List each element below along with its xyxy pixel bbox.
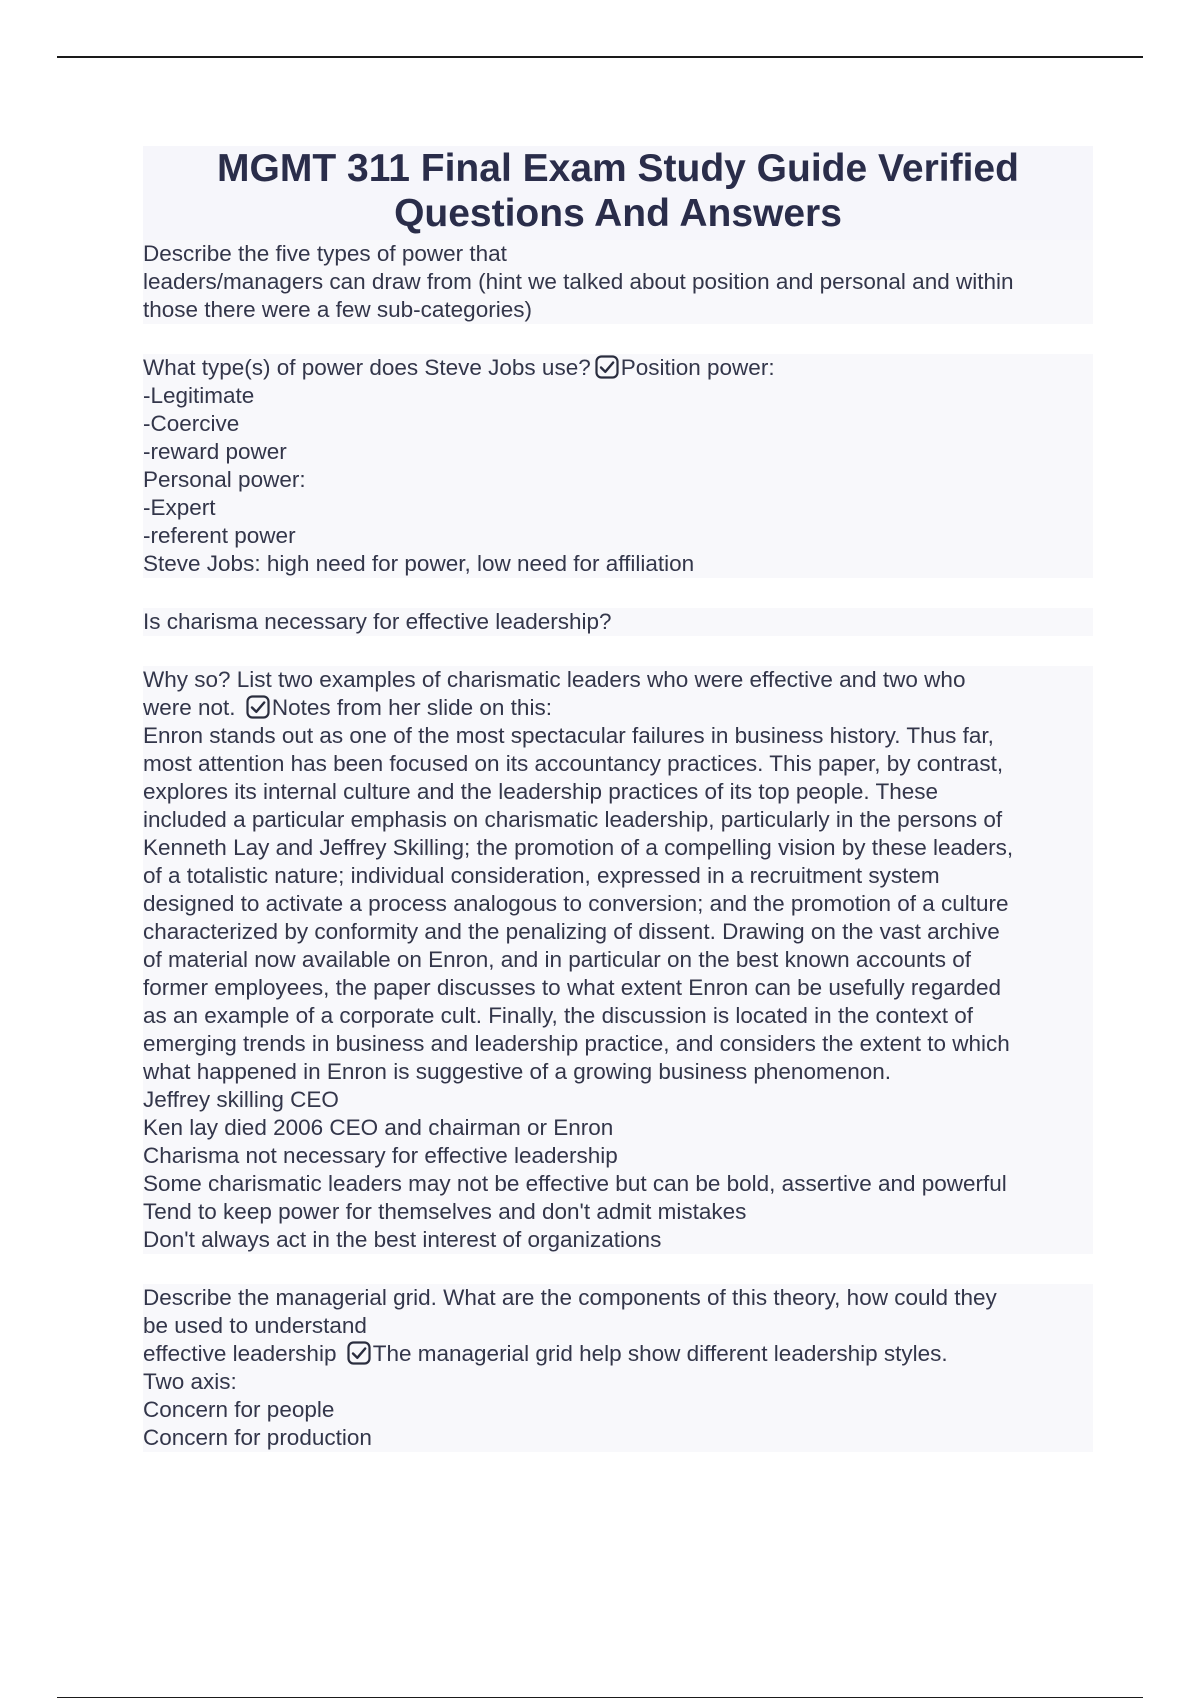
document-page	[143, 146, 1093, 1452]
question-text: were not.	[143, 695, 236, 720]
answer-line: Personal power:	[143, 466, 1093, 494]
answer-line: Ken lay died 2006 CEO and chairman or Enron	[143, 1114, 1093, 1142]
question-text: What type(s) of power does Steve Jobs use?	[143, 355, 591, 380]
question-line: Is charisma necessary for effective leadership?	[143, 608, 1093, 636]
answer-line: designed to activate a process analogous to conversion; and the promotion of a culture	[143, 890, 1093, 918]
answer-line: as an example of a corporate cult. Finally, the discussion is located in the context of	[143, 1002, 1093, 1030]
answer-line: explores its internal culture and the leadership practices of its top people. These	[143, 778, 1093, 806]
question-line: those there were a few sub-categories)	[143, 296, 1093, 324]
answer-text: Position power:	[620, 355, 775, 380]
title-line-2: Questions And Answers	[394, 192, 842, 235]
answer-line: Some charismatic leaders may not be effective but can be bold, assertive and powerful	[143, 1170, 1093, 1198]
answer-line: Steve Jobs: high need for power, low need for affiliation	[143, 550, 1093, 578]
answer-line: of material now available on Enron, and in particular on the best known accounts of	[143, 946, 1093, 974]
page-title	[143, 146, 1093, 236]
question-answer-line	[143, 694, 1093, 722]
answer-line: of a totalistic nature; individual consideration, expressed in a recruitment system	[143, 862, 1093, 890]
answer-line: -reward power	[143, 438, 1093, 466]
answer-line: Concern for people	[143, 1396, 1093, 1424]
answer-line: Concern for production	[143, 1424, 1093, 1452]
answer-line: emerging trends in business and leadership practice, and considers the extent to which	[143, 1030, 1093, 1058]
checkbox-checked-icon	[246, 695, 270, 719]
qa-content	[143, 240, 1093, 1452]
answer-line: Charisma not necessary for effective leadership	[143, 1142, 1093, 1170]
answer-line: what happened in Enron is suggestive of a growing business phenomenon.	[143, 1058, 1093, 1086]
title-block	[143, 146, 1093, 240]
answer-line: -referent power	[143, 522, 1093, 550]
question-line: be used to understand	[143, 1312, 1093, 1340]
question-line: leaders/managers can draw from (hint we talked about position and personal and within	[143, 268, 1093, 296]
qa-item-power-types	[143, 240, 1093, 324]
qa-item-steve-jobs	[143, 354, 1093, 578]
header-rule	[57, 56, 1143, 58]
answer-line: Jeffrey skilling CEO	[143, 1086, 1093, 1114]
answer-line: Tend to keep power for themselves and don't admit mistakes	[143, 1198, 1093, 1226]
checkbox-checked-icon	[595, 355, 619, 379]
question-line: Describe the five types of power that	[143, 240, 1093, 268]
answer-line: included a particular emphasis on charismatic leadership, particularly in the persons of	[143, 806, 1093, 834]
question-line: Describe the managerial grid. What are the components of this theory, how could they	[143, 1284, 1093, 1312]
question-answer-line	[143, 1340, 1093, 1368]
answer-text: The managerial grid help show different leadership styles.	[372, 1341, 948, 1366]
qa-item-managerial-grid	[143, 1284, 1093, 1452]
answer-line: former employees, the paper discusses to what extent Enron can be usefully regarded	[143, 974, 1093, 1002]
qa-item-charismatic-leaders	[143, 666, 1093, 1254]
answer-line: most attention has been focused on its accountancy practices. This paper, by contrast,	[143, 750, 1093, 778]
qa-item-charisma	[143, 608, 1093, 636]
answer-line: Kenneth Lay and Jeffrey Skilling; the promotion of a compelling vision by these leaders,	[143, 834, 1093, 862]
title-line-1: MGMT 311 Final Exam Study Guide Verified	[217, 147, 1019, 190]
answer-line: -Coercive	[143, 410, 1093, 438]
answer-line: Two axis:	[143, 1368, 1093, 1396]
question-line: Why so? List two examples of charismatic leaders who were effective and two who	[143, 666, 1093, 694]
answer-line: -Legitimate	[143, 382, 1093, 410]
answer-line: -Expert	[143, 494, 1093, 522]
footer-rule	[57, 1697, 1143, 1698]
question-text: effective leadership	[143, 1341, 337, 1366]
question-answer-line	[143, 354, 1093, 382]
answer-line: Don't always act in the best interest of organizations	[143, 1226, 1093, 1254]
answer-line: Enron stands out as one of the most spectacular failures in business history. Thus far,	[143, 722, 1093, 750]
answer-line: characterized by conformity and the penalizing of dissent. Drawing on the vast archive	[143, 918, 1093, 946]
checkbox-checked-icon	[347, 1341, 371, 1365]
answer-text: Notes from her slide on this:	[271, 695, 552, 720]
